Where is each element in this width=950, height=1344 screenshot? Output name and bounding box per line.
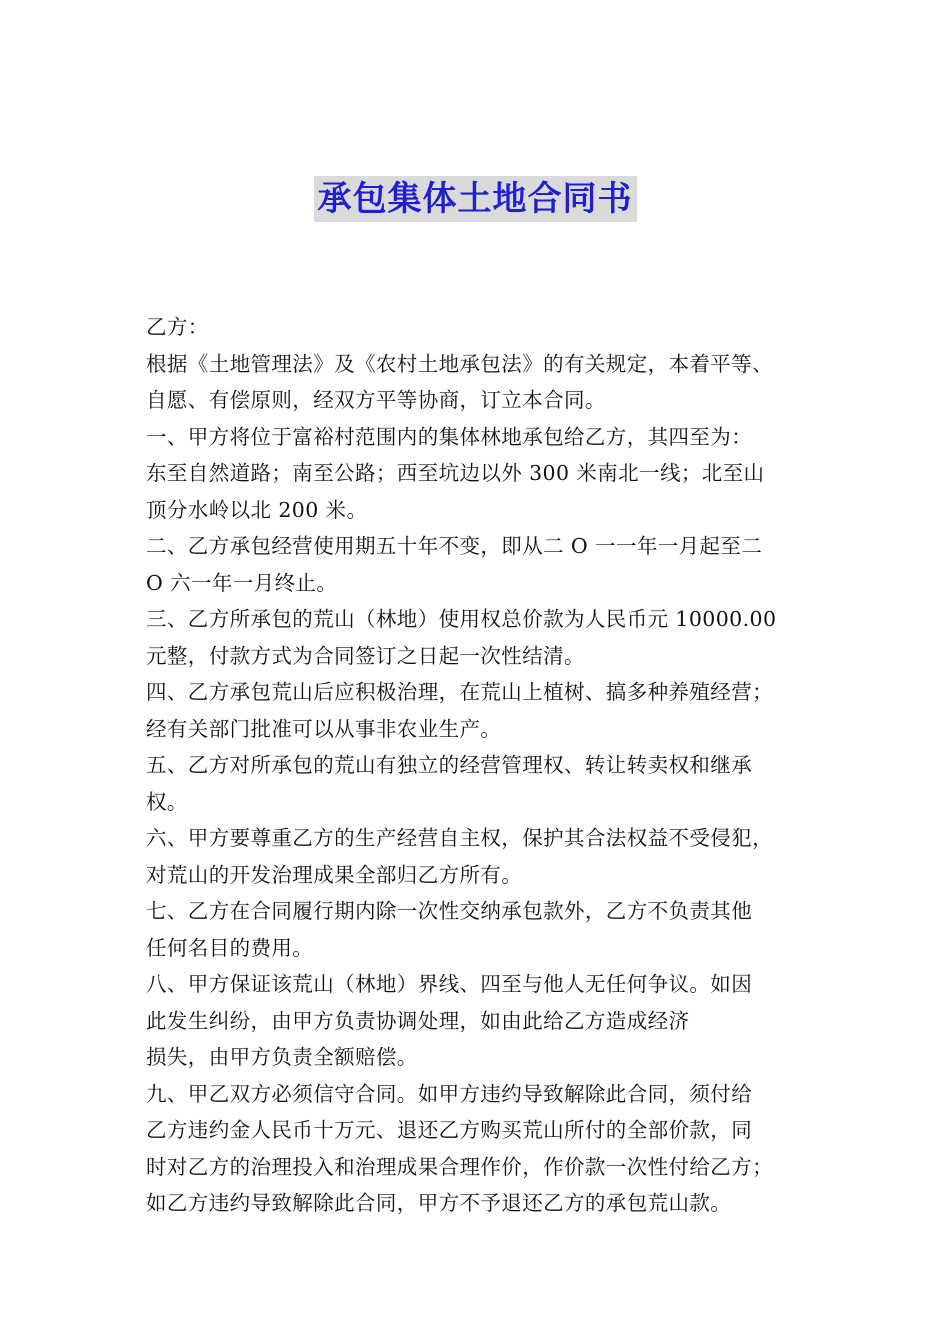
- body-line: 经有关部门批准可以从事非农业生产。: [146, 716, 502, 741]
- body-line: 权。: [146, 789, 188, 814]
- body-line: 损失，由甲方负责全额赔偿。: [146, 1045, 418, 1069]
- body-line: 三、乙方所承包的荒山（林地）使用权总价款为人民币元 10000.00: [146, 607, 777, 631]
- body-line: 一、甲方将位于富裕村范围内的集体林地承包给乙方，其四至为：: [146, 424, 753, 449]
- body-line: 二、乙方承包经营使用期五十年不变，即从二 O 一一年一月起至二: [146, 534, 763, 558]
- body-line: 自愿、有偿原则，经双方平等协商，订立本合同。: [146, 388, 606, 412]
- body-line: 元整，付款方式为合同签订之日起一次性结清。: [146, 643, 585, 668]
- body-line: 东至自然道路；南至公路；西至坑边以外 300 米南北一线；北至山: [146, 461, 765, 485]
- body-line: 顶分水岭以北 200 米。: [146, 497, 368, 522]
- body-line: 根据《土地管理法》及《农村土地承包法》的有关规定，本着平等、: [146, 351, 773, 376]
- body-line: 乙方违约金人民币十万元、退还乙方购买荒山所付的全部价款，同: [146, 1118, 753, 1142]
- body-line: 四、乙方承包荒山后应积极治理，在荒山上植树、搞多种养殖经营；: [146, 680, 773, 704]
- body-line: 六、甲方要尊重乙方的生产经营自主权，保护其合法权益不受侵犯，: [146, 826, 773, 850]
- body-line: O 六一年一月终止。: [146, 570, 338, 595]
- body-line: 此发生纠纷，由甲方负责协调处理，如由此给乙方造成经济: [146, 1008, 690, 1033]
- contract-body: [146, 309, 836, 1222]
- document-title: 承包集体土地合同书: [314, 176, 637, 222]
- body-line: 时对乙方的治理投入和治理成果合理作价，作价款一次性付给乙方；: [146, 1154, 773, 1179]
- body-line: 如乙方违约导致解除此合同，甲方不予退还乙方的承包荒山款。: [146, 1191, 732, 1215]
- body-line: 七、乙方在合同履行期内除一次性交纳承包款外，乙方不负责其他: [146, 899, 753, 923]
- body-line: 九、甲乙双方必须信守合同。如甲方违约导致解除此合同，须付给: [146, 1081, 753, 1106]
- body-line: 任何名目的费用。: [146, 935, 314, 960]
- body-line: 五、乙方对所承包的荒山有独立的经营管理权、转让转卖权和继承: [146, 753, 753, 777]
- body-line: 八、甲方保证该荒山（林地）界线、四至与他人无任何争议。如因: [146, 972, 753, 996]
- body-line: 乙方：: [146, 315, 209, 339]
- title-container: [0, 176, 950, 222]
- body-line: 对荒山的开发治理成果全部归乙方所有。: [146, 862, 523, 887]
